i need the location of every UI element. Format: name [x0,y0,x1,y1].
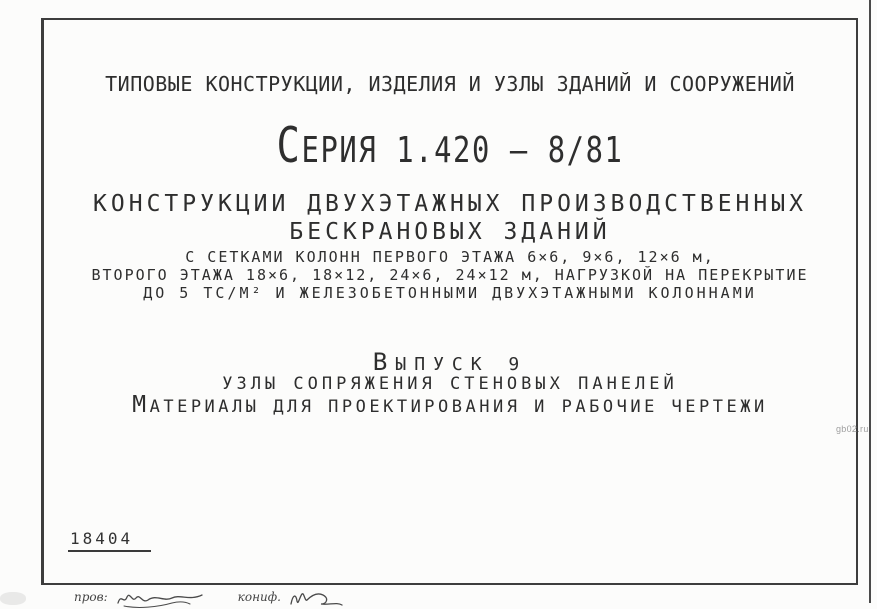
checked-by-label: пров: [74,590,108,604]
main-title-line-2: БЕСКРАНОВЫХ ЗДАНИЙ [289,219,611,245]
subtitle-line-2: ВТОРОГО ЭТАЖА 18×6, 18×12, 24×6, 24×12 м, НАГРУЗКОЙ НА ПЕРЕКРЫТИЕ [91,266,809,284]
subtitle-line-1: С СЕТКАМИ КОЛОНН ПЕРВОГО ЭТАЖА 6×6, 9×6, 12×6 м, [185,248,715,266]
scan-edge-line [869,0,871,603]
document-type-header: ТИПОВЫЕ КОНСТРУКЦИИ, ИЗДЕЛИЯ И УЗЛЫ ЗДАНИЙ И СООРУЖЕНИЙ [105,72,795,96]
signature-checked-icon [114,588,206,610]
scan-smudge [0,592,26,605]
main-title-line-1: КОНСТРУКЦИИ ДВУХЭТАЖНЫХ ПРОИЗВОДСТВЕННЫХ [93,191,807,217]
issue-title-line-2: МАТЕРИАЛЫ ДЛЯ ПРОЕКТИРОВАНИЯ И РАБОЧИЕ ЧЕРТЕЖИ [132,392,768,418]
handwritten-footer [74,588,351,610]
issue-title-line-1: УЗЛЫ СОПРЯЖЕНИЯ СТЕНОВЫХ ПАНЕЛЕЙ [222,374,678,394]
copied-by-label: кониф. [237,590,281,604]
issue-heading: ВЫПУСК 9 [372,347,528,376]
signature-copied-icon [287,588,345,610]
subtitle-line-3: ДО 5 ТС/М² И ЖЕЛЕЗОБЕТОННЫМИ ДВУХЭТАЖНЫМИ КОЛОННАМИ [143,284,757,302]
watermark-text: gb02.ru [836,424,869,434]
document-number: 18404 [68,529,151,552]
series-title: СЕРИЯ 1.420 – 8/81 [276,118,624,174]
